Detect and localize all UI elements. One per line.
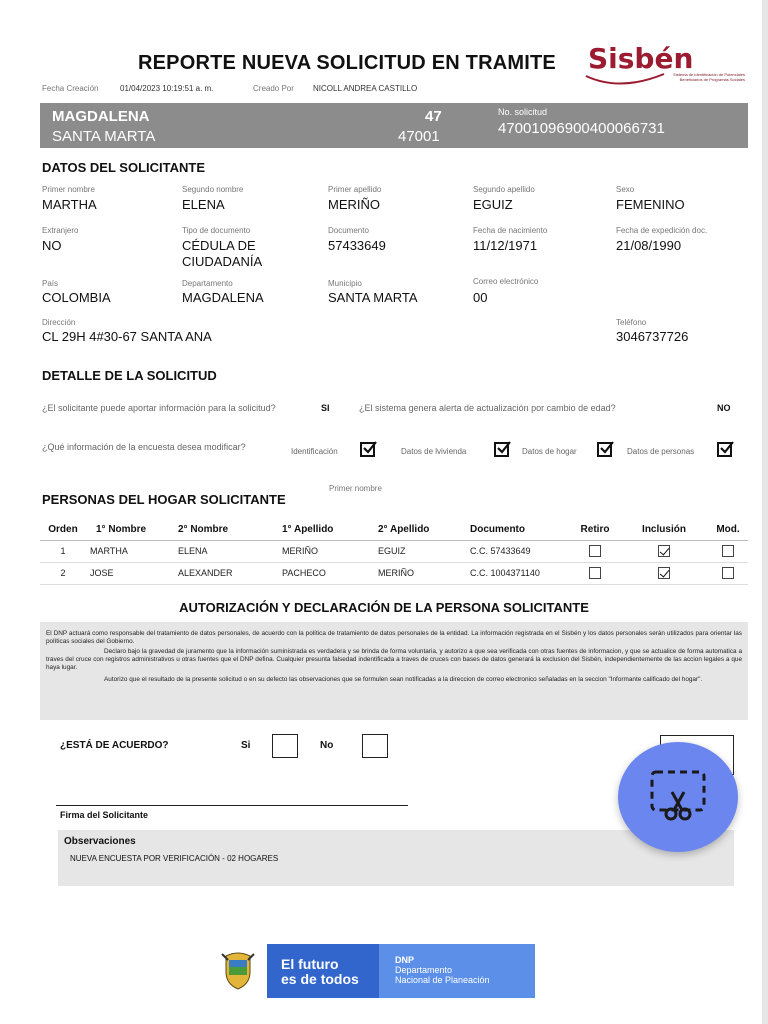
section-title-personas: PERSONAS DEL HOGAR SOLICITANTE [42, 492, 286, 507]
mod-checkbox[interactable] [722, 545, 734, 557]
value-telefono: 3046737726 [616, 329, 689, 344]
table-row [40, 562, 748, 584]
value-correo: 00 [473, 290, 488, 305]
dnp-box [379, 944, 535, 998]
table-header-row [40, 520, 748, 540]
label-segundo-nombre: Segundo nombre [182, 185, 244, 194]
sisben-logo-subtitle: Sistema de Identificación de Potenciales Beneficiarios de Programas Sociales [673, 72, 745, 82]
screenshot-crop-icon [650, 770, 706, 824]
option-vivienda-checkbox[interactable] [494, 442, 509, 457]
slogan-box [267, 944, 379, 998]
column-header: Documento [466, 520, 570, 540]
table-cell: MERIÑO [374, 562, 466, 584]
label-fecha-expedicion: Fecha de expedición doc. [616, 226, 708, 235]
column-header: Mod. [708, 520, 748, 540]
column-header: Retiro [570, 520, 620, 540]
header-dep-code: 47 [425, 108, 442, 125]
solicitud-label: No. solicitud [498, 107, 548, 117]
option-identificacion-checkbox[interactable] [360, 442, 375, 457]
table-cell: C.C. 57433649 [466, 540, 570, 562]
header-mun-code: 47001 [398, 128, 440, 145]
check-icon [363, 441, 377, 455]
value-primer-apellido: MERIÑO [328, 197, 380, 212]
table-cell: PACHECO [278, 562, 374, 584]
column-header: 2° Nombre [174, 520, 278, 540]
check-icon [600, 441, 614, 455]
inclusion-checkbox[interactable] [658, 567, 670, 579]
label-primer-apellido: Primer apellido [328, 185, 382, 194]
inclusion-checkbox[interactable] [658, 545, 670, 557]
label-telefono: Teléfono [616, 318, 647, 327]
table-cell: C.C. 1004371140 [466, 562, 570, 584]
column-header: Inclusión [620, 520, 708, 540]
table-cell [570, 540, 620, 562]
label-pais: País [42, 279, 59, 288]
option-personas-checkbox[interactable] [717, 442, 732, 457]
autorizacion-p3: Autorizo que el resultado de la presente solicitud o en su defecto las observaciones que se formulen sean notificadas a la direccion de correo electronico señaladas en la seccion "Informante calificado del hogar". [104, 676, 703, 683]
agree-question: ¿ESTÁ DE ACUERDO? [60, 740, 169, 751]
option-hogar-label: Datos de hogar [522, 447, 577, 456]
observaciones-title: Observaciones [64, 836, 136, 847]
table-cell: MARTHA [86, 540, 174, 562]
creado-por-label: Creado Por [253, 84, 294, 93]
autorizacion-p1: El DNP actuará como responsable del tratamiento de datos personales, de acuerdo con la política de tratamiento de datos personales de la entidad. La información registrada en el Sisbén y los datos personales serán utilizados para orientar las políticas sociales del Gobierno. [46, 630, 742, 645]
value-extranjero: NO [42, 238, 62, 253]
table-cell: ELENA [174, 540, 278, 562]
sisben-logo-text: Sisbén [588, 42, 694, 75]
answer-aportar-info: SI [321, 403, 330, 413]
value-sexo: FEMENINO [616, 197, 685, 212]
dnp-line2: Nacional de Planeación [395, 975, 490, 985]
autorizacion-box [40, 622, 748, 720]
label-tipo-documento: Tipo de documento [182, 226, 251, 235]
table-cell: EGUIZ [374, 540, 466, 562]
table-cell: 1 [40, 540, 86, 562]
check-icon [497, 441, 511, 455]
value-municipio: SANTA MARTA [328, 290, 418, 305]
table-row [40, 540, 748, 562]
column-header: Orden [40, 520, 86, 540]
table-cell: ALEXANDER [174, 562, 278, 584]
personas-table [40, 520, 748, 585]
table-cell [708, 540, 748, 562]
solicitud-number: 47001096900400066731 [498, 120, 665, 137]
question-aportar-info: ¿El solicitante puede aportar información para la solicitud? [42, 403, 276, 413]
label-municipio: Municipio [328, 279, 362, 288]
agree-si-label: Si [241, 740, 251, 751]
table-cell [570, 562, 620, 584]
slogan-line2: es de todos [281, 971, 359, 987]
value-departamento: MAGDALENA [182, 290, 264, 305]
slogan-line1: El futuro [281, 956, 339, 972]
column-header: 1° Nombre [86, 520, 174, 540]
agree-no-box[interactable] [362, 734, 388, 758]
retiro-checkbox[interactable] [589, 545, 601, 557]
value-segundo-nombre: ELENA [182, 197, 225, 212]
section-title-detalle: DETALLE DE LA SOLICITUD [42, 368, 217, 383]
autorizacion-p2: Declaro bajo la gravedad de juramento que la información suministrada es verdadera y se brinda de forma voluntaria, y autorizo a que sea verificada con otras fuentes de informacion, y que se actualice de forma automatica a traves del cruce con registros administrativos u otras fuentes que el DNP defina. Cualquier presunta falsedad indentificada a traves de cruces con bases de datos generará la exclusion del Sisbén, independientemente de las accion legales a que haya lugar. [46, 648, 742, 671]
label-departamento: Departamento [182, 279, 233, 288]
label-segundo-apellido: Segundo apellido [473, 185, 535, 194]
signature-label: Firma del Solicitante [60, 810, 149, 820]
stray-primer-nombre-label: Primer nombre [329, 484, 382, 493]
value-primer-nombre: MARTHA [42, 197, 97, 212]
answer-alerta-edad: NO [717, 403, 731, 413]
label-extranjero: Extranjero [42, 226, 79, 235]
table-cell [620, 562, 708, 584]
agree-si-box[interactable] [272, 734, 298, 758]
section-title-solicitante: DATOS DEL SOLICITANTE [42, 160, 205, 175]
option-vivienda-label: Datos de lvivienda [401, 447, 467, 456]
option-personas-label: Datos de personas [627, 447, 695, 456]
question-alerta-edad: ¿El sistema genera alerta de actualización por cambio de edad? [359, 403, 616, 413]
label-correo: Correo electrónico [473, 277, 539, 286]
label-documento: Documento [328, 226, 369, 235]
header-departamento: MAGDALENA [52, 108, 150, 125]
value-documento: 57433649 [328, 238, 386, 253]
value-fecha-expedicion: 21/08/1990 [616, 238, 682, 253]
label-sexo: Sexo [616, 185, 635, 194]
option-identificacion-label: Identificación [291, 447, 338, 456]
column-header: 1° Apellido [278, 520, 374, 540]
observaciones-box [58, 830, 734, 886]
value-fecha-nacimiento: 11/12/1971 [473, 238, 538, 253]
signature-line [56, 805, 408, 806]
mod-checkbox[interactable] [722, 567, 734, 579]
location-header-bar [40, 103, 748, 148]
label-direccion: Dirección [42, 318, 76, 327]
label-fecha-nacimiento: Fecha de nacimiento [473, 226, 548, 235]
observaciones-value: NUEVA ENCUESTA POR VERIFICACIÓN - 02 HOGARES [70, 854, 279, 863]
option-hogar-checkbox[interactable] [597, 442, 612, 457]
table-cell: 2 [40, 562, 86, 584]
retiro-checkbox[interactable] [589, 567, 601, 579]
value-segundo-apellido: EGUIZ [473, 197, 513, 212]
check-icon [720, 441, 734, 455]
agree-no-label: No [320, 740, 334, 751]
value-tipo-documento: CÉDULA DE CIUDADANÍA [182, 238, 263, 269]
report-title: REPORTE NUEVA SOLICITUD EN TRAMITE [138, 52, 556, 74]
column-header: 2° Apellido [374, 520, 466, 540]
screenshot-fab-button[interactable] [618, 742, 738, 852]
question-modificar: ¿Qué información de la encuesta desea modificar? [42, 442, 246, 452]
colombia-shield-icon [220, 950, 256, 990]
creado-por-value: NICOLL ANDREA CASTILLO [313, 84, 418, 93]
table-cell: JOSE [86, 562, 174, 584]
table-cell: MERIÑO [278, 540, 374, 562]
value-pais: COLOMBIA [42, 290, 111, 305]
fecha-creacion-value: 01/04/2023 10:19:51 a. m. [120, 84, 214, 93]
label-primer-nombre: Primer nombre [42, 185, 95, 194]
dnp-acronym: DNP [395, 955, 415, 965]
fecha-creacion-label: Fecha Creación [42, 84, 99, 93]
sisben-logo [580, 42, 750, 90]
page-edge [762, 0, 768, 1024]
logo-swoosh-icon [580, 42, 750, 90]
autorizacion-title: AUTORIZACIÓN Y DECLARACIÓN DE LA PERSONA SOLICITANTE [179, 600, 589, 615]
dnp-line1: Departamento [395, 965, 453, 975]
value-direccion: CL 29H 4#30-67 SANTA ANA [42, 329, 212, 344]
header-municipio: SANTA MARTA [52, 128, 156, 145]
table-cell [620, 540, 708, 562]
table-cell [708, 562, 748, 584]
